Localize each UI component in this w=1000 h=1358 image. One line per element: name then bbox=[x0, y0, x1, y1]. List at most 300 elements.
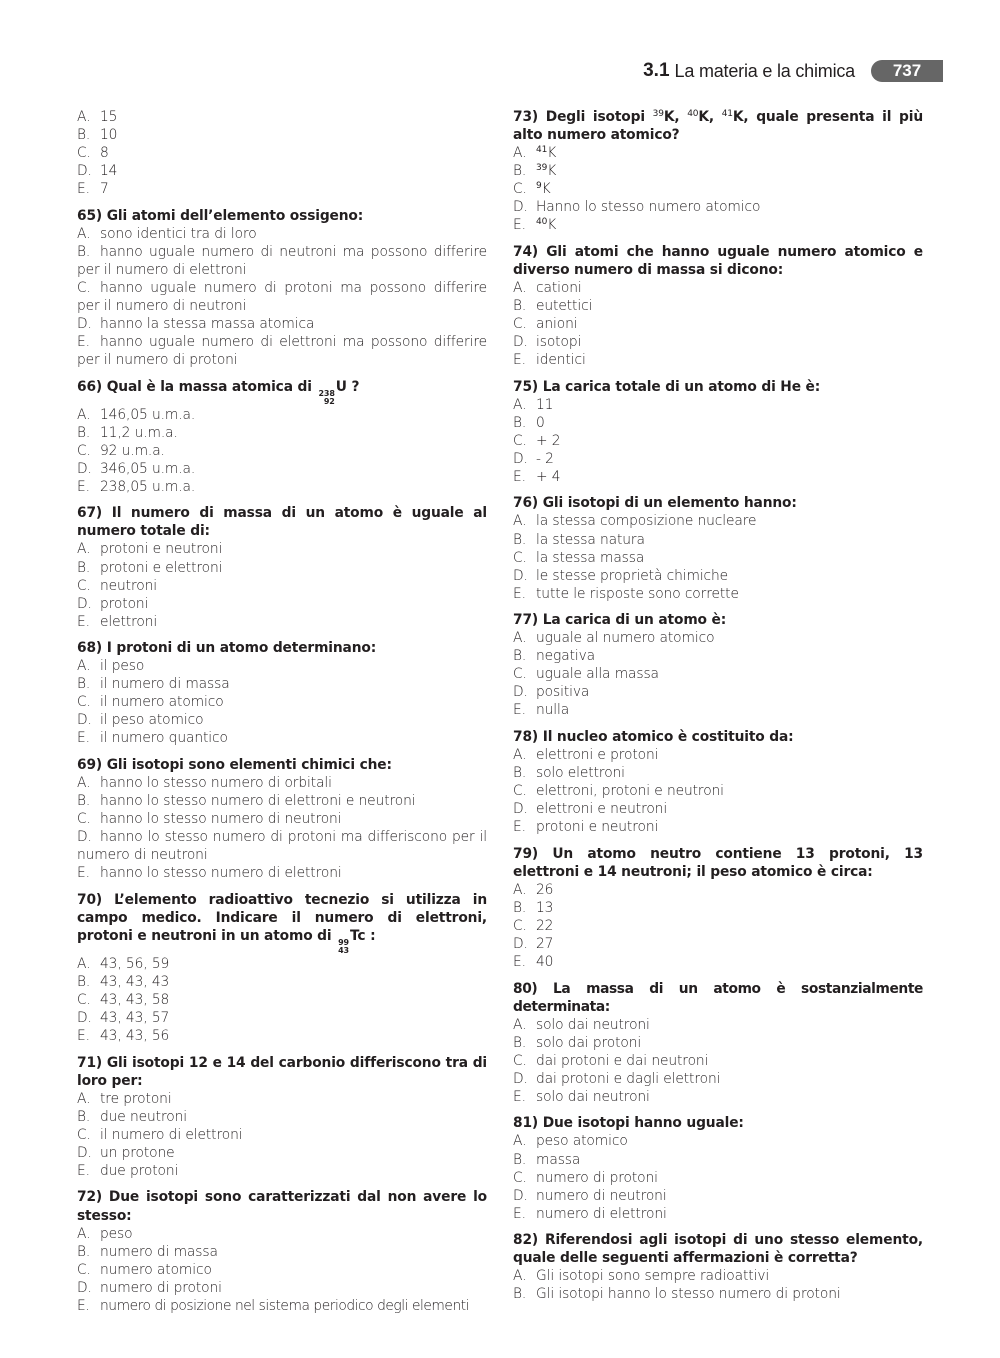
option bbox=[77, 478, 487, 496]
option-text: Gli isotopi hanno lo stesso numero di protoni bbox=[536, 1286, 841, 1303]
option bbox=[513, 1070, 923, 1088]
option-letter: A. bbox=[513, 881, 527, 898]
option bbox=[513, 1151, 923, 1169]
mass-number: 39 bbox=[536, 163, 548, 174]
option bbox=[77, 1243, 487, 1261]
option-text: il peso atomico bbox=[100, 712, 204, 729]
option-text: hanno la stessa massa atomica bbox=[100, 316, 315, 333]
option-text: 27 bbox=[536, 936, 554, 953]
option-letter: A. bbox=[513, 1133, 527, 1150]
option-text: solo dai neutroni bbox=[536, 1088, 650, 1105]
option bbox=[513, 818, 923, 836]
option bbox=[77, 828, 487, 864]
option-letter: E. bbox=[77, 334, 90, 351]
option-text: sono identici tra di loro bbox=[100, 225, 257, 242]
question-text: 74) Gli atomi che hanno uguale numero atomico e diverso numero di massa si dicono: bbox=[513, 243, 923, 278]
option-letter: C. bbox=[513, 432, 527, 449]
question-82 bbox=[513, 1231, 923, 1303]
option bbox=[77, 1162, 487, 1180]
question-78 bbox=[513, 728, 923, 836]
option-letter: B. bbox=[513, 163, 527, 180]
question-text-part: 70) L’elemento radioattivo tecnezio si utilizza in campo medico. Indicare il numero di elettroni, protoni e neutroni in un atomo di bbox=[77, 891, 487, 944]
option bbox=[77, 774, 487, 792]
option-text: - 2 bbox=[536, 450, 554, 467]
page-header bbox=[643, 60, 943, 82]
option-letter: C. bbox=[77, 442, 91, 459]
option bbox=[513, 953, 923, 971]
option-text: il numero di massa bbox=[100, 676, 230, 693]
option-letter: A. bbox=[513, 1268, 527, 1285]
option-letter: A. bbox=[77, 406, 91, 423]
question-74 bbox=[513, 243, 923, 369]
question-71 bbox=[77, 1054, 487, 1180]
question-76 bbox=[513, 494, 923, 602]
option-text: 43, 56, 59 bbox=[100, 955, 170, 972]
option-letter: B. bbox=[77, 973, 91, 990]
option-letter: D. bbox=[513, 450, 528, 467]
option bbox=[77, 675, 487, 693]
option-letter: E. bbox=[77, 1028, 90, 1045]
option-letter: D. bbox=[513, 936, 528, 953]
question-75 bbox=[513, 378, 923, 486]
option bbox=[77, 595, 487, 613]
mass-number: 40 bbox=[687, 109, 699, 119]
option-letter: B. bbox=[513, 1034, 527, 1051]
option bbox=[513, 683, 923, 701]
option bbox=[77, 315, 487, 333]
question-69 bbox=[77, 756, 487, 882]
option-text: protoni bbox=[100, 595, 149, 612]
option-letter: E. bbox=[513, 702, 526, 719]
option-text: identici bbox=[536, 352, 586, 369]
question-text: 78) Il nucleo atomico è costituito da: bbox=[513, 729, 794, 745]
option-letter: D. bbox=[77, 1279, 92, 1296]
option-text: 13 bbox=[536, 899, 554, 916]
option bbox=[513, 531, 923, 549]
option bbox=[513, 1205, 923, 1223]
option-letter: D. bbox=[77, 829, 92, 846]
option bbox=[513, 315, 923, 333]
option bbox=[77, 460, 487, 478]
option-letter: A. bbox=[513, 513, 527, 530]
option bbox=[513, 899, 923, 917]
option-letter: B. bbox=[513, 899, 527, 916]
nuclide-notation bbox=[338, 939, 349, 955]
option bbox=[513, 800, 923, 818]
option-text: elettroni, protoni e neutroni bbox=[536, 783, 724, 800]
option-letter: D. bbox=[77, 712, 92, 729]
option-text: numero di neutroni bbox=[536, 1187, 667, 1204]
option-text: il peso bbox=[100, 658, 145, 675]
question-text-part: : bbox=[365, 927, 376, 944]
option-text: hanno uguale numero di neutroni ma possono differire per il numero di elettroni bbox=[77, 243, 487, 278]
right-column bbox=[513, 108, 923, 1312]
option-text: la stessa natura bbox=[536, 531, 645, 548]
question-text-part: 66) Qual è la massa atomica di bbox=[77, 378, 317, 395]
option-text: numero di elettroni bbox=[536, 1205, 667, 1222]
option-letter: A. bbox=[513, 747, 527, 764]
section-number: 3.1 bbox=[643, 60, 670, 81]
question-text: 75) La carica totale di un atomo di He è: bbox=[513, 378, 821, 395]
option-text: numero di posizione nel sistema periodico degli elementi bbox=[100, 1297, 470, 1314]
option-text: 26 bbox=[536, 881, 554, 898]
option-letter: D. bbox=[77, 460, 92, 477]
option-letter: A. bbox=[77, 1225, 91, 1242]
question-81 bbox=[513, 1114, 923, 1222]
option-letter: E. bbox=[513, 954, 526, 971]
option-letter: C. bbox=[77, 811, 91, 828]
option-letter: E. bbox=[513, 1088, 526, 1105]
option-letter: A. bbox=[513, 396, 527, 413]
option-letter: E. bbox=[77, 478, 90, 495]
question-text: 65) Gli atomi dell’elemento ossigeno: bbox=[77, 207, 364, 224]
option-letter: D. bbox=[513, 199, 528, 216]
option-text: 22 bbox=[536, 917, 554, 934]
element-symbol: Tc bbox=[349, 927, 366, 944]
option-letter: A. bbox=[77, 658, 91, 675]
option bbox=[513, 432, 923, 450]
option-text: K bbox=[547, 217, 557, 234]
option-letter: C. bbox=[513, 666, 527, 683]
option-letter: B. bbox=[513, 1151, 527, 1168]
option bbox=[77, 126, 487, 144]
option-letter: A. bbox=[77, 541, 91, 558]
option-letter: B. bbox=[513, 531, 527, 548]
mass-number: 238 bbox=[318, 388, 335, 398]
option bbox=[77, 1090, 487, 1108]
option-text: 7 bbox=[100, 181, 109, 198]
option-text: cationi bbox=[536, 279, 582, 296]
question-77 bbox=[513, 611, 923, 719]
question-73 bbox=[513, 108, 923, 234]
option bbox=[513, 198, 923, 216]
option-letter: A. bbox=[77, 1090, 91, 1107]
nuclide-notation bbox=[318, 390, 334, 406]
option bbox=[77, 991, 487, 1009]
option-text: peso bbox=[100, 1225, 133, 1242]
mass-number: 41 bbox=[721, 109, 733, 119]
question-text: 72) Due isotopi sono caratterizzati dal non avere lo stesso: bbox=[77, 1189, 487, 1224]
option-letter: D. bbox=[513, 1187, 528, 1204]
option bbox=[513, 396, 923, 414]
option bbox=[77, 973, 487, 991]
option bbox=[513, 1088, 923, 1106]
option bbox=[77, 1027, 487, 1045]
option bbox=[77, 1297, 487, 1315]
option bbox=[77, 1144, 487, 1162]
option bbox=[513, 782, 923, 800]
question-text-part: K, quale presenta il più alto numero atomico? bbox=[513, 109, 923, 144]
question-text: 80) La massa di un atomo è sostanzialmente determinata: bbox=[513, 980, 923, 1015]
option-text: solo elettroni bbox=[536, 765, 625, 782]
option-text: elettroni e neutroni bbox=[536, 801, 668, 818]
option-letter: A. bbox=[513, 1016, 527, 1033]
option-letter: B. bbox=[77, 127, 91, 144]
option-letter: C. bbox=[77, 1261, 91, 1278]
option bbox=[77, 1225, 487, 1243]
option-text: numero atomico bbox=[100, 1261, 212, 1278]
option-text: + 2 bbox=[536, 432, 561, 449]
option-text: negativa bbox=[536, 648, 596, 665]
option-text: anioni bbox=[536, 316, 578, 333]
section-title: La materia e la chimica bbox=[674, 60, 855, 81]
mass-number: 99 bbox=[338, 937, 349, 947]
option-letter: A. bbox=[513, 145, 527, 162]
mass-number: 40 bbox=[536, 217, 548, 228]
option-text: peso atomico bbox=[536, 1133, 628, 1150]
question-text: 79) Un atomo neutro contiene 13 protoni, 13 elettroni e 14 neutroni; il peso atomico è circa: bbox=[513, 845, 923, 880]
option-letter: A. bbox=[77, 955, 91, 972]
option-text: 14 bbox=[100, 163, 118, 180]
option-letter: C. bbox=[513, 783, 527, 800]
option bbox=[513, 935, 923, 953]
option bbox=[77, 792, 487, 810]
option bbox=[513, 144, 923, 162]
option-letter: C. bbox=[513, 1052, 527, 1069]
option-text: 0 bbox=[536, 414, 545, 431]
question-text-part: K, bbox=[663, 109, 688, 125]
option bbox=[513, 512, 923, 530]
option-letter: D. bbox=[513, 684, 528, 701]
option-letter: B. bbox=[77, 1243, 91, 1260]
option-letter: E. bbox=[513, 352, 526, 369]
question-70 bbox=[77, 891, 487, 1045]
option-text: solo dai neutroni bbox=[536, 1016, 650, 1033]
question-72 bbox=[77, 1188, 487, 1314]
option-letter: C. bbox=[513, 1169, 527, 1186]
option bbox=[77, 108, 487, 126]
option-text: elettroni bbox=[100, 613, 158, 630]
question-text: 67) Il numero di massa di un atomo è uguale al numero totale di: bbox=[77, 505, 487, 540]
option-letter: B. bbox=[77, 559, 91, 576]
mass-number: 9 bbox=[536, 181, 542, 192]
option-letter: C. bbox=[513, 549, 527, 566]
page-number-badge: 737 bbox=[871, 60, 943, 82]
option-text: hanno lo stesso numero di orbitali bbox=[100, 775, 332, 792]
question-text bbox=[77, 891, 487, 955]
option-letter: D. bbox=[77, 316, 92, 333]
question-text: 76) Gli isotopi di un elemento hanno: bbox=[513, 495, 797, 512]
option bbox=[513, 701, 923, 719]
option-text: 43, 43, 58 bbox=[100, 992, 170, 1009]
left-column bbox=[77, 108, 487, 1323]
option-text: numero di protoni bbox=[536, 1169, 658, 1186]
option-text: 40 bbox=[536, 954, 554, 971]
option-text: hanno lo stesso numero di elettroni bbox=[100, 865, 342, 882]
option-letter: D. bbox=[77, 1144, 92, 1161]
option-text: Gli isotopi sono sempre radioattivi bbox=[536, 1268, 770, 1285]
option bbox=[513, 917, 923, 935]
option bbox=[77, 279, 487, 315]
option-letter: C. bbox=[77, 1126, 91, 1143]
option-text: 92 u.m.a. bbox=[100, 442, 165, 459]
question-text: 68) I protoni di un atomo determinano: bbox=[77, 640, 377, 657]
option bbox=[513, 1169, 923, 1187]
option-text: protoni e elettroni bbox=[100, 559, 223, 576]
question-68 bbox=[77, 639, 487, 747]
option-text: 10 bbox=[100, 127, 118, 144]
option-letter: D. bbox=[77, 595, 92, 612]
option-text: 43, 43, 56 bbox=[100, 1028, 170, 1045]
option bbox=[77, 424, 487, 442]
option-text: 146,05 u.m.a. bbox=[100, 406, 196, 423]
option-letter: C. bbox=[77, 992, 91, 1009]
option-letter: B. bbox=[513, 297, 527, 314]
option-text: dai protoni e dai neutroni bbox=[536, 1052, 709, 1069]
option bbox=[77, 540, 487, 558]
option bbox=[77, 1279, 487, 1297]
option-letter: B. bbox=[513, 765, 527, 782]
option-letter: A. bbox=[77, 109, 91, 125]
option-text: hanno lo stesso numero di elettroni e neutroni bbox=[100, 793, 416, 810]
option-letter: E. bbox=[77, 181, 90, 198]
option-text: eutettici bbox=[536, 297, 593, 314]
option-text: due protoni bbox=[100, 1162, 179, 1179]
option bbox=[513, 585, 923, 603]
element-symbol: U bbox=[335, 378, 347, 395]
option-letter: B. bbox=[513, 648, 527, 665]
question-text: 69) Gli isotopi sono elementi chimici che: bbox=[77, 757, 392, 773]
option-text: la stessa composizione nucleare bbox=[536, 513, 757, 530]
option-letter: E. bbox=[77, 1162, 90, 1179]
option-text: hanno lo stesso numero di protoni ma differiscono per il numero di neutroni bbox=[77, 829, 487, 864]
option bbox=[77, 613, 487, 631]
option bbox=[77, 144, 487, 162]
question-64-continued-options bbox=[77, 108, 487, 198]
option-letter: C. bbox=[513, 181, 527, 198]
option-text: + 4 bbox=[536, 468, 561, 485]
option-letter: B. bbox=[77, 424, 91, 441]
option-letter: A. bbox=[513, 630, 527, 647]
option-text: massa bbox=[536, 1151, 581, 1168]
option-letter: C. bbox=[513, 316, 527, 333]
option-letter: C. bbox=[513, 917, 527, 934]
question-text-part: ? bbox=[346, 378, 360, 395]
option-text: nulla bbox=[536, 702, 570, 719]
option bbox=[77, 442, 487, 460]
question-79 bbox=[513, 845, 923, 971]
option-letter: E. bbox=[513, 217, 526, 234]
option-text: due neutroni bbox=[100, 1108, 187, 1125]
option-text: elettroni e protoni bbox=[536, 747, 659, 764]
option bbox=[77, 577, 487, 595]
option-letter: D. bbox=[513, 334, 528, 351]
option-text: protoni e neutroni bbox=[536, 819, 659, 836]
option bbox=[77, 243, 487, 279]
option-text: il numero atomico bbox=[100, 694, 224, 711]
option bbox=[77, 657, 487, 675]
option bbox=[513, 297, 923, 315]
option-letter: B. bbox=[513, 414, 527, 431]
option-text: 8 bbox=[100, 145, 109, 162]
option-text: un protone bbox=[100, 1144, 175, 1161]
option-text: 11 bbox=[536, 396, 554, 413]
option-text: il numero di elettroni bbox=[100, 1126, 243, 1143]
option-letter: E. bbox=[77, 613, 90, 630]
option bbox=[77, 162, 487, 180]
question-67 bbox=[77, 504, 487, 630]
atomic-number: 43 bbox=[338, 945, 349, 955]
option-letter: B. bbox=[77, 243, 91, 260]
option-letter: D. bbox=[513, 801, 528, 818]
option-letter: A. bbox=[513, 279, 527, 296]
option bbox=[77, 1126, 487, 1144]
question-text-part: K, bbox=[698, 109, 722, 125]
option-letter: C. bbox=[77, 145, 91, 162]
option bbox=[513, 180, 923, 198]
atomic-number: 92 bbox=[323, 396, 335, 406]
option-text: Hanno lo stesso numero atomico bbox=[536, 199, 761, 216]
option-text: K bbox=[541, 181, 551, 198]
option bbox=[513, 333, 923, 351]
option-letter: D. bbox=[513, 567, 528, 584]
option-letter: C. bbox=[77, 279, 91, 296]
option bbox=[513, 665, 923, 683]
option bbox=[77, 1009, 487, 1027]
option-letter: E. bbox=[513, 585, 526, 602]
question-80 bbox=[513, 980, 923, 1106]
option bbox=[513, 1052, 923, 1070]
option bbox=[513, 1267, 923, 1285]
option-text: dai protoni e dagli elettroni bbox=[536, 1070, 721, 1087]
mass-number: 39 bbox=[652, 109, 664, 119]
option-text: hanno uguale numero di protoni ma possono differire per il numero di neutroni bbox=[77, 279, 487, 314]
option-letter: E. bbox=[77, 730, 90, 747]
mass-number: 41 bbox=[536, 145, 548, 156]
option-letter: B. bbox=[77, 1108, 91, 1125]
option bbox=[77, 864, 487, 882]
option bbox=[513, 1285, 923, 1303]
option bbox=[513, 746, 923, 764]
option-text: numero di protoni bbox=[100, 1279, 222, 1296]
option-letter: E. bbox=[513, 819, 526, 836]
option-text: 43, 43, 43 bbox=[100, 973, 170, 990]
option-text: 15 bbox=[100, 109, 118, 125]
option-text: 346,05 u.m.a. bbox=[100, 460, 196, 477]
question-65 bbox=[77, 207, 487, 369]
option-text: protoni e neutroni bbox=[100, 541, 223, 558]
question-text bbox=[513, 108, 923, 144]
option-text: numero di massa bbox=[100, 1243, 218, 1260]
option-letter: B. bbox=[77, 793, 91, 810]
option bbox=[513, 162, 923, 180]
option bbox=[513, 1034, 923, 1052]
option-letter: A. bbox=[77, 775, 91, 792]
option-letter: B. bbox=[513, 1286, 527, 1303]
option-text: 238,05 u.m.a. bbox=[100, 478, 196, 495]
question-66 bbox=[77, 378, 487, 496]
option-letter: D. bbox=[77, 163, 92, 180]
option bbox=[513, 1132, 923, 1150]
option-letter: E. bbox=[77, 865, 90, 882]
option-letter: E. bbox=[513, 468, 526, 485]
option bbox=[513, 567, 923, 585]
option-letter: E. bbox=[77, 1297, 90, 1314]
option bbox=[513, 351, 923, 369]
option-letter: E. bbox=[513, 1205, 526, 1222]
option bbox=[513, 450, 923, 468]
option bbox=[77, 559, 487, 577]
question-text: 77) La carica di un atomo è: bbox=[513, 612, 727, 629]
option bbox=[77, 333, 487, 369]
option bbox=[513, 279, 923, 297]
question-text: 82) Riferendosi agli isotopi di uno stesso elemento, quale delle seguenti affermazioni è corretta? bbox=[513, 1232, 923, 1267]
option bbox=[513, 629, 923, 647]
option bbox=[77, 1261, 487, 1279]
option bbox=[77, 406, 487, 424]
option bbox=[513, 647, 923, 665]
option-letter: D. bbox=[77, 1010, 92, 1027]
